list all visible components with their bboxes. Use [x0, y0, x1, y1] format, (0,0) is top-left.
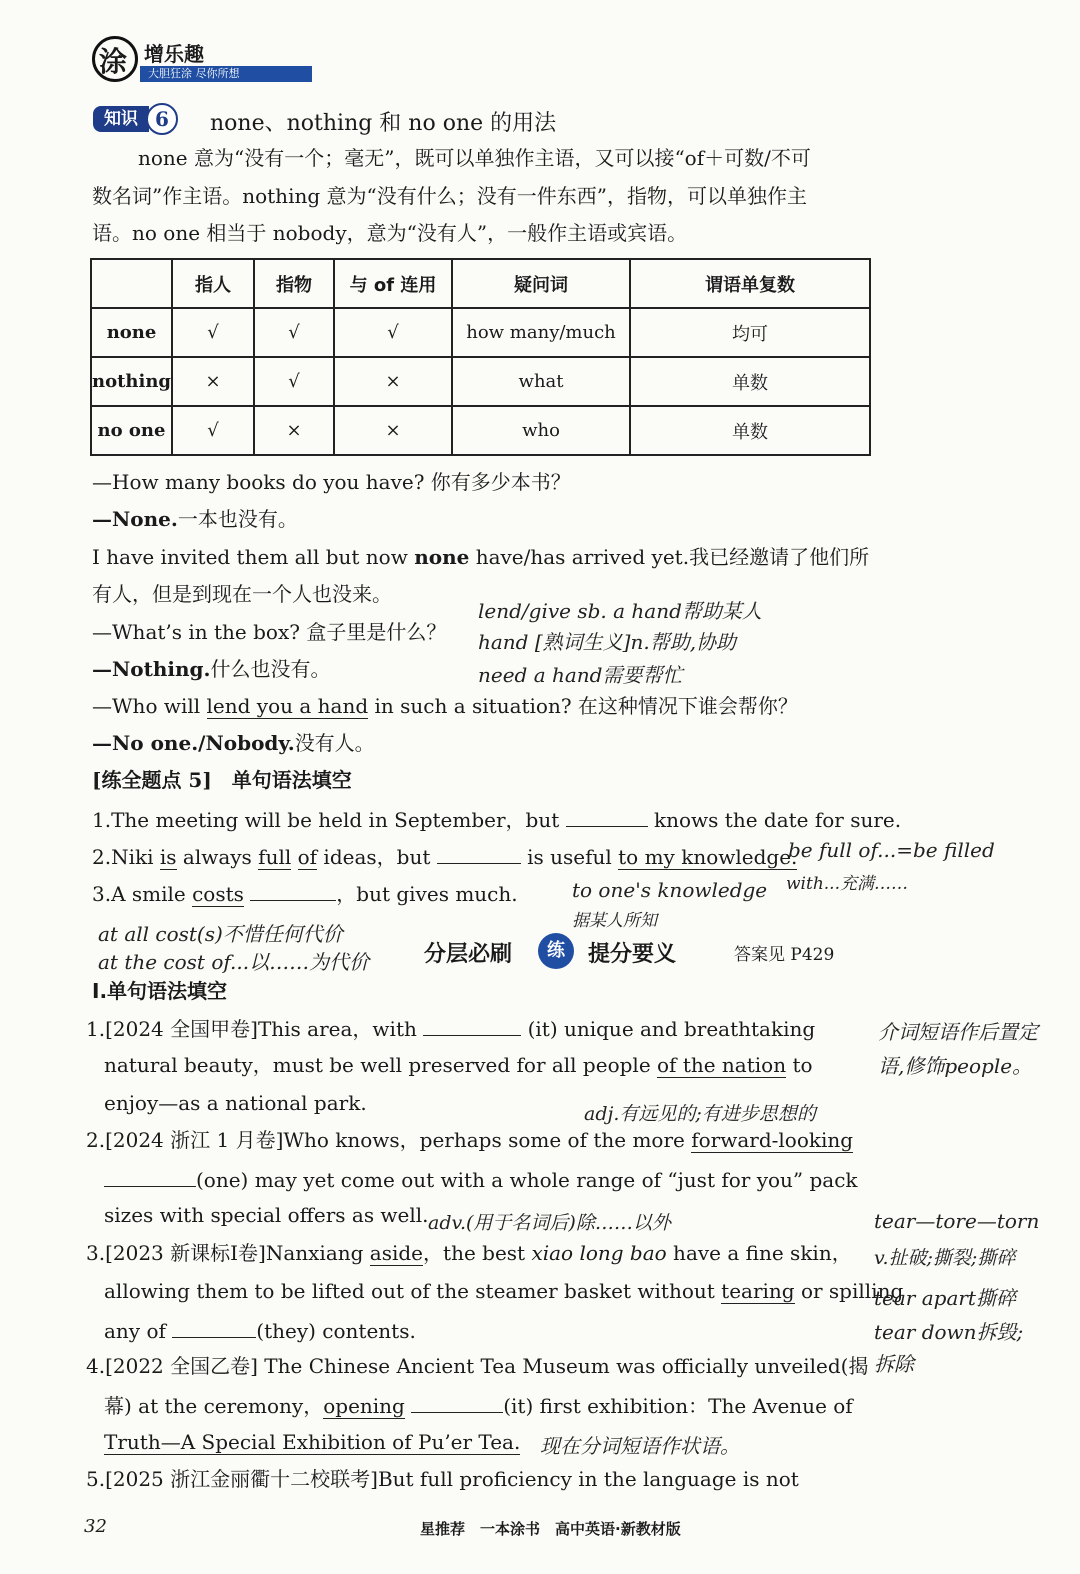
- table-header: 指物: [254, 259, 334, 308]
- example-line: [92, 731, 375, 755]
- answer-blank[interactable]: [423, 1015, 521, 1036]
- handwritten-note: adj.有远见的;有进步思想的: [584, 1103, 816, 1125]
- table-header: 谓语单复数: [630, 259, 870, 308]
- knowledge-para-line: 数名词”作主语。nothing 意为“没有什么；没有一件东西”，指物，可以单独作主: [92, 184, 807, 208]
- drill-question: [92, 880, 518, 906]
- exercise-text: allowing them to be lifted out of the steamer basket without: [104, 1279, 722, 1303]
- practice-label: 提分要义: [588, 942, 677, 967]
- answer-blank[interactable]: [411, 1392, 503, 1413]
- exercise-text: 2.[2024 浙江 1 月卷]Who knows，perhaps some of the more: [86, 1128, 692, 1152]
- table-header: [91, 259, 172, 308]
- exercise-line: [86, 1128, 853, 1152]
- question-text: is useful: [527, 845, 619, 869]
- handwritten-note: at the cost of...以……为代价: [98, 950, 370, 974]
- underlined-word: opening: [323, 1394, 405, 1418]
- exercise-line: [104, 1430, 520, 1454]
- example-line: [92, 657, 331, 681]
- answer-blank[interactable]: [250, 880, 336, 901]
- example-line: —How many books do you have? 你有多少本书？: [92, 470, 571, 494]
- handwritten-note: adv.(用于名词后)除……以外: [428, 1212, 671, 1234]
- example-text: I have invited them all but now: [92, 545, 415, 569]
- example-line: [92, 694, 798, 718]
- handwritten-note: v.扯破;撕裂;撕碎: [874, 1247, 1016, 1269]
- handwritten-note: 拆除: [874, 1352, 914, 1376]
- exercise-text: (they) contents.: [256, 1319, 416, 1343]
- handwritten-note: 据某人所知: [572, 911, 657, 931]
- exercise-line: [104, 1053, 813, 1077]
- table-cell: √: [172, 406, 254, 455]
- handwritten-note: 现在分词短语作状语。: [540, 1434, 740, 1458]
- table-cell: how many/much: [452, 308, 630, 357]
- table-cell: ×: [254, 406, 334, 455]
- handwritten-note: need a hand需要帮忙: [478, 663, 683, 687]
- example-line: —What’s in the box? 盒子里是什么？: [92, 620, 447, 644]
- underlined-phrase: lend you a hand: [206, 694, 369, 718]
- table-header-row: [91, 259, 870, 308]
- table-row: [91, 308, 870, 357]
- exercise-text: any of: [104, 1319, 166, 1343]
- exercise-text: have a fine skin，: [666, 1241, 852, 1265]
- exercise-line: [86, 1015, 815, 1041]
- question-text: ideas，but: [317, 845, 431, 869]
- handwritten-note: be full of...=be filled: [788, 838, 995, 862]
- knowledge-number: 6: [146, 103, 178, 135]
- exercise-line: enjoy—as a national park.: [104, 1091, 367, 1115]
- underlined-word: tearing: [721, 1279, 795, 1303]
- knowledge-title: none、nothing 和 no one 的用法: [210, 111, 557, 136]
- example-text: 没有人。: [294, 731, 375, 755]
- example-line: 有人，但是到现在一个人也没来。: [92, 582, 392, 606]
- brand-slogan: 大胆狂涂 尽你所想: [140, 66, 312, 82]
- question-text: 1.The meeting will be held in September，but: [92, 808, 560, 832]
- handwritten-note: 语,修饰people。: [878, 1054, 1033, 1078]
- exercise-line: [104, 1317, 416, 1343]
- answer-blank[interactable]: [172, 1317, 256, 1338]
- table-cell: no one: [91, 406, 172, 455]
- example-text: have/has arrived yet.我已经邀请了他们所: [469, 545, 870, 569]
- question-text: ，but gives much.: [336, 882, 518, 906]
- exercise-text: 幕) at the ceremony，: [104, 1394, 324, 1418]
- handwritten-note: tear—tore—torn: [874, 1209, 1040, 1233]
- table-cell: 单数: [630, 406, 870, 455]
- exercise-text: to: [786, 1053, 813, 1077]
- drill-title: [练全题点 5] 单句语法填空: [92, 768, 352, 792]
- logo-mark: 涂: [99, 45, 128, 78]
- handwritten-note: to one's knowledge: [572, 878, 768, 902]
- exercise-line: [104, 1392, 853, 1418]
- table-cell: √: [254, 357, 334, 406]
- footer-text: 星推荐 一本涂书 高中英语·新教材版: [420, 1520, 681, 1538]
- answer-blank[interactable]: [104, 1166, 196, 1187]
- exercise-text: natural beauty，must be well preserved for all people: [104, 1053, 658, 1077]
- handwritten-note: hand [熟词生义]n.帮助,协助: [478, 630, 737, 654]
- underlined-word: of: [297, 845, 318, 869]
- table-row: [91, 357, 870, 406]
- practice-badge: 练: [538, 933, 574, 969]
- underlined-word: is: [159, 845, 177, 869]
- underlined-phrase: to my knowledge.: [618, 845, 798, 869]
- exercise-text: 1.[2024 全国甲卷]This area，with: [86, 1017, 417, 1041]
- table-cell: none: [91, 308, 172, 357]
- question-text: knows the date for sure.: [654, 808, 902, 832]
- exercise-text: (it) unique and breathtaking: [527, 1017, 816, 1041]
- example-text: —Who will: [92, 694, 207, 718]
- exercise-line: 5.[2025 浙江金丽衢十二校联考]But full proficiency in the language is not: [86, 1467, 799, 1491]
- exercise-line: sizes with special offers as well.: [104, 1203, 429, 1227]
- example-bold: —None.: [92, 507, 178, 531]
- table-header: 与 of 连用: [334, 259, 452, 308]
- exercise-line: [104, 1279, 903, 1303]
- table-cell: ×: [172, 357, 254, 406]
- exercise-text: or spilling: [794, 1279, 904, 1303]
- underlined-word: full: [258, 845, 292, 869]
- table-cell: √: [254, 308, 334, 357]
- example-bold: —No one./Nobody.: [92, 731, 295, 755]
- handwritten-note: lend/give sb. a hand帮助某人: [478, 599, 762, 623]
- table-row: [91, 406, 870, 455]
- exercise-line: [104, 1166, 858, 1192]
- table-cell: ×: [334, 357, 452, 406]
- underlined-word: aside: [369, 1241, 424, 1265]
- example-text: 什么也没有。: [210, 657, 331, 681]
- example-bold: —Nothing.: [92, 657, 211, 681]
- exercise-text: (one) may yet come out with a whole range of “just for you” pack: [196, 1168, 858, 1192]
- table-cell: 均可: [630, 308, 870, 357]
- exercise-text: ，the best: [423, 1241, 532, 1265]
- handwritten-note: 介词短语作后置定: [878, 1020, 1038, 1044]
- answer-blank[interactable]: [437, 843, 521, 864]
- knowledge-para-line: 语。no one 相当于 nobody，意为“没有人”，一般作主语或宾语。: [92, 221, 688, 245]
- table-cell: √: [334, 308, 452, 357]
- table-header: 指人: [172, 259, 254, 308]
- practice-label: 分层必刷: [424, 942, 513, 967]
- handwritten-note: at all cost(s)不惜任何代价: [98, 922, 343, 946]
- underlined-word: forward-looking: [691, 1128, 854, 1152]
- table-cell: what: [452, 357, 630, 406]
- drill-question: [92, 806, 901, 832]
- handwritten-note: with...充满……: [786, 874, 908, 894]
- answer-blank[interactable]: [566, 806, 648, 827]
- table-cell: who: [452, 406, 630, 455]
- underlined-phrase: of the nation: [657, 1053, 787, 1077]
- table-cell: nothing: [91, 357, 172, 406]
- exercise-line: 4.[2022 全国乙卷] The Chinese Ancient Tea Museum was officially unveiled(揭: [86, 1354, 869, 1378]
- knowledge-para-line: none 意为“没有一个；毫无”，既可以单独作主语，又可以接“of＋可数/不可: [138, 146, 811, 170]
- page-number: 32: [84, 1516, 107, 1537]
- table-cell: ×: [334, 406, 452, 455]
- answer-reference: 答案见 P429: [734, 945, 835, 965]
- section-title: Ⅰ.单句语法填空: [92, 979, 228, 1003]
- table-cell: √: [172, 308, 254, 357]
- example-text: in such a situation? 在这种情况下谁会帮你？: [368, 694, 798, 718]
- example-text: 一本也没有。: [177, 507, 298, 531]
- drill-question: [92, 843, 797, 869]
- table-header: 疑问词: [452, 259, 630, 308]
- exercise-line: [86, 1241, 852, 1265]
- question-text: always: [176, 845, 259, 869]
- exercise-text: 3.[2023 新课标Ⅰ卷]Nanxiang: [86, 1241, 370, 1265]
- brand-name: 增乐趣: [144, 42, 204, 66]
- underlined-word: costs: [192, 882, 244, 906]
- handwritten-note: tear down拆毁;: [874, 1320, 1024, 1344]
- usage-table: [90, 258, 871, 456]
- example-bold: none: [414, 545, 470, 569]
- question-text: 3.A smile: [92, 882, 193, 906]
- knowledge-tag: 知识: [93, 106, 149, 132]
- exercise-text: (it) first exhibition：The Avenue of: [503, 1394, 853, 1418]
- underlined-phrase: Truth—A Special Exhibition of Pu’er Tea.: [104, 1430, 521, 1454]
- example-line: [92, 545, 869, 569]
- example-line: [92, 507, 298, 531]
- table-cell: 单数: [630, 357, 870, 406]
- handwritten-note: tear apart撕碎: [874, 1286, 1016, 1310]
- italic-term: xiao long bao: [531, 1241, 667, 1265]
- question-text: 2.Niki: [92, 845, 160, 869]
